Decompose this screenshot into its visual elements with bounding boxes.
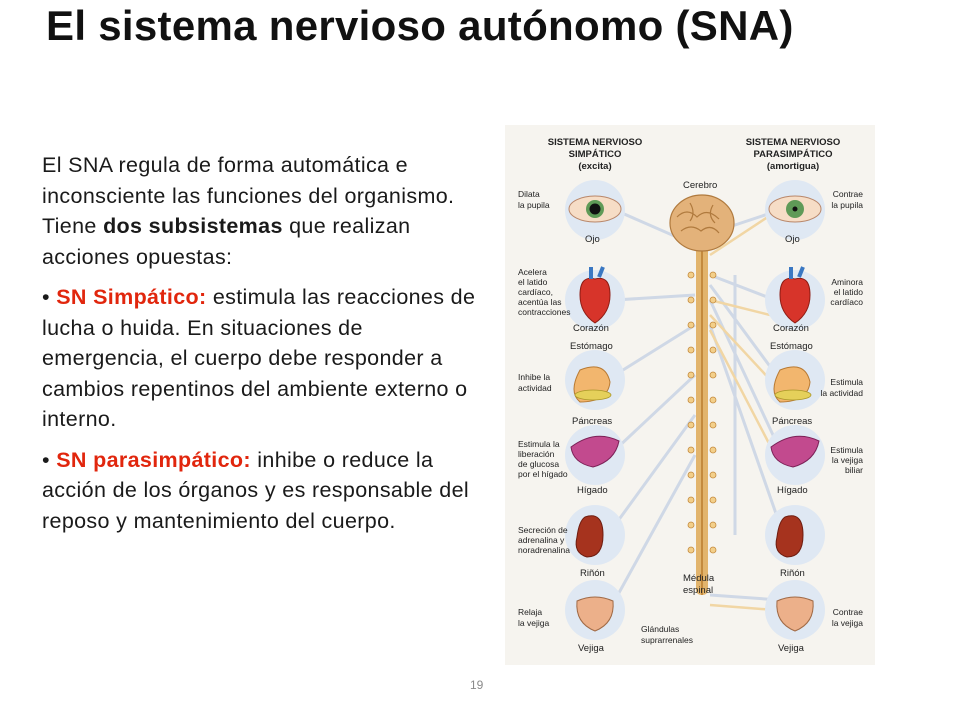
left-vejiga-effect-1: Relaja xyxy=(518,607,543,617)
left-higado-effect-3: de glucosa xyxy=(518,459,560,469)
right-pupila-effect-2: la pupila xyxy=(831,200,863,210)
glandulas-label-line1: Glándulas xyxy=(641,624,680,634)
right-higado-effect-2: la vejiga xyxy=(831,455,863,465)
left-corazon-effect-3: cardíaco, xyxy=(518,287,553,297)
left-vejiga-effect-2: la vejiga xyxy=(518,618,550,628)
right-higado-effect-1: Estimula xyxy=(830,445,863,455)
cerebro-label: Cerebro xyxy=(683,180,718,191)
text-column xyxy=(42,150,487,546)
right-header-line2: PARASIMPÁTICO xyxy=(753,149,833,160)
left-corazon-effect-4: acentúa las xyxy=(518,297,562,307)
simpatico-text: estimula las reacciones de lucha o huida. En situaciones de emergencia, el cuerpo debe responder a cambios repentinos del ambiente externo o interno. xyxy=(42,285,476,431)
slide-number: 19 xyxy=(470,678,484,692)
right-higado-label: Hígado xyxy=(777,485,808,496)
glandulas-label-line2: suprarrenales xyxy=(641,635,693,645)
autonomic-nervous-system-diagram xyxy=(505,125,875,665)
left-estomago-effect-1: Inhibe la xyxy=(518,372,551,382)
right-estomago-effect-2: la actividad xyxy=(820,388,863,398)
left-estomago-label: Estómago xyxy=(570,341,613,352)
left-pancreas-label: Páncreas xyxy=(572,416,613,427)
left-rinon-effect-3: noradrenalina xyxy=(518,545,570,555)
left-header-line3: (excita) xyxy=(578,161,612,172)
left-higado-effect-4: por el hígado xyxy=(518,469,568,479)
right-estomago-effect-1: Estimula xyxy=(830,377,863,387)
left-rinon-effect-2: adrenalina y xyxy=(518,535,565,545)
bullet-marker: • xyxy=(42,447,57,472)
medula-label-line2: espinal xyxy=(683,585,714,596)
bullet-simpatico xyxy=(42,282,487,435)
intro-bold: dos subsistemas xyxy=(103,214,283,238)
left-higado-effect-2: liberación xyxy=(518,449,555,459)
right-higado-effect-3: biliar xyxy=(845,465,863,475)
brain-illustration xyxy=(670,195,734,251)
parasimpatico-label: SN parasimpático: xyxy=(56,447,251,472)
right-corazon-effect-1: Aminora xyxy=(831,277,863,287)
right-pupila-effect-1: Contrae xyxy=(832,189,863,199)
parasimpatico-text: inhibe o reduce la acción de los órganos y es responsable del reposo y mantenimiento del cuerpo. xyxy=(42,447,470,533)
left-higado-effect-1: Estimula la xyxy=(518,439,560,449)
left-higado-label: Hígado xyxy=(577,485,608,496)
left-pupila-effect-2: la pupila xyxy=(518,200,550,210)
right-vejiga-effect-1: Contrae xyxy=(832,607,863,617)
right-corazon-effect-3: cardíaco xyxy=(830,297,863,307)
right-header-line1: SISTEMA NERVIOSO xyxy=(745,137,841,148)
left-header-line1: SISTEMA NERVIOSO xyxy=(547,137,643,148)
right-pancreas-label: Páncreas xyxy=(772,416,813,427)
right-vejiga-label: Vejiga xyxy=(778,643,804,654)
intro-text-2: que realizan acciones opuestas: xyxy=(42,214,411,269)
left-header-line2: SIMPÁTICO xyxy=(568,149,622,160)
left-corazon-effect-1: Acelera xyxy=(518,267,547,277)
left-corazon-label: Corazón xyxy=(573,323,609,334)
right-estomago-label: Estómago xyxy=(770,341,813,352)
left-rinon-effect-1: Secreción de xyxy=(518,525,568,535)
left-rinon-label: Riñón xyxy=(580,568,605,579)
right-ojo-label: Ojo xyxy=(785,234,800,245)
right-header-line3: (amortigua) xyxy=(766,161,820,172)
left-vejiga-label: Vejiga xyxy=(578,643,604,654)
medula-label-line1: Médula xyxy=(683,573,715,584)
left-corazon-effect-5: contracciones xyxy=(518,307,571,317)
intro-paragraph xyxy=(42,150,487,272)
right-corazon-effect-2: el latido xyxy=(833,287,863,297)
right-corazon-label: Corazón xyxy=(773,323,809,334)
bullet-marker: • xyxy=(42,285,57,309)
intro-text-1: El SNA regula de forma automática e inconsciente las funciones del organismo. Tiene xyxy=(42,153,455,238)
simpatico-label: SN Simpático: xyxy=(56,285,207,309)
left-corazon-effect-2: el latido xyxy=(518,277,548,287)
slide-title: El sistema nervioso autónomo (SNA) xyxy=(46,2,794,49)
right-rinon-label: Riñón xyxy=(780,568,805,579)
left-estomago-effect-2: actividad xyxy=(518,383,552,393)
left-pupila-effect-1: Dilata xyxy=(518,189,540,199)
left-ojo-label: Ojo xyxy=(585,234,600,245)
bullet-parasimpatico xyxy=(42,445,487,537)
right-vejiga-effect-2: la vejiga xyxy=(831,618,863,628)
